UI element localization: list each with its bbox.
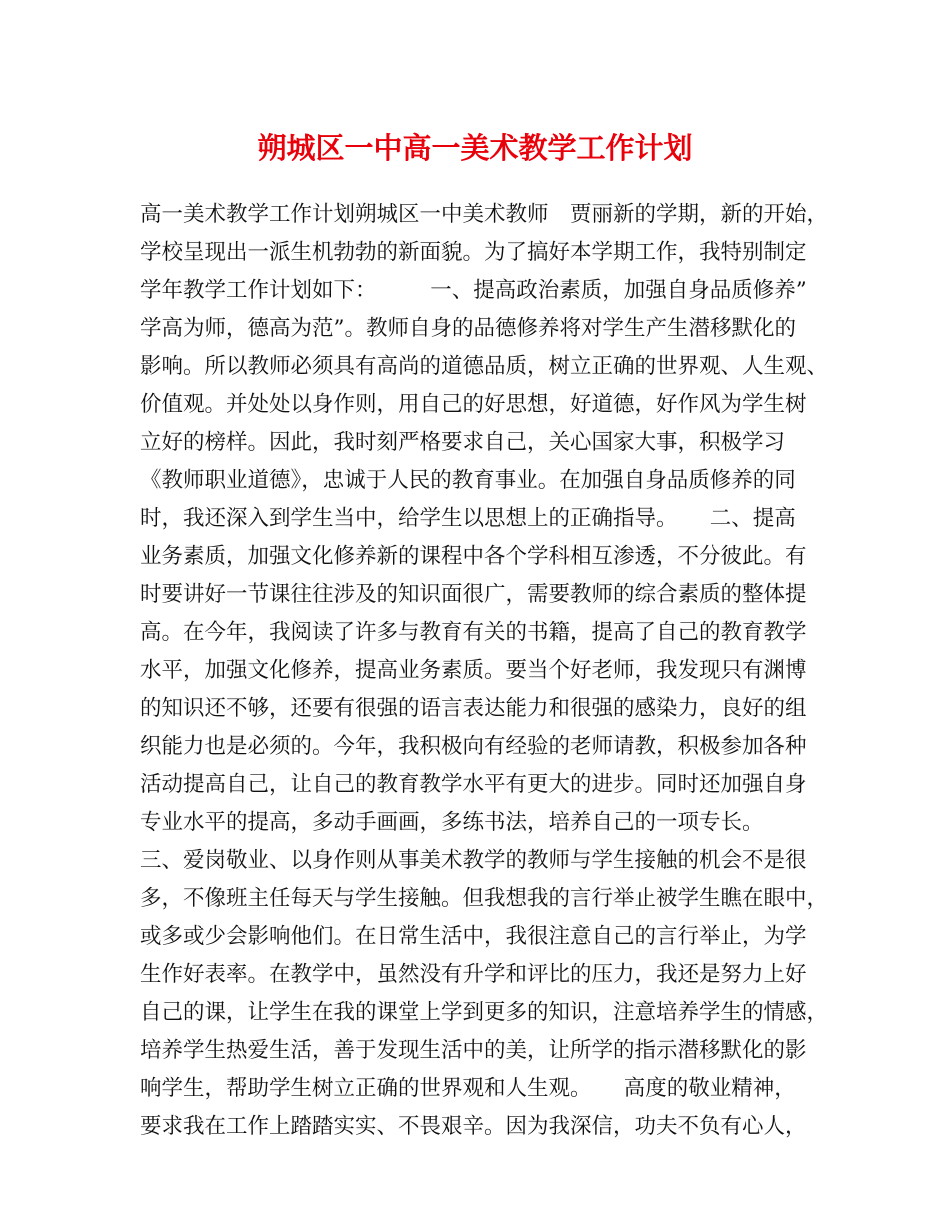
body-line: 水平，加强文化修养，提高业务素质。要当个好老师，我发现只有渊博 xyxy=(140,658,807,683)
body-line: 织能力也是必须的。今年，我积极向有经验的老师请教，积极参加各种 xyxy=(140,734,807,759)
body-line: 时要讲好一节课往往涉及的知识面很广，需要教师的综合素质的整体提 xyxy=(140,582,807,607)
body-line: 高一美术教学工作计划朔城区一中美术教师 贾丽新的学期，新的开始， xyxy=(140,202,829,227)
body-line: 的知识还不够，还要有很强的语言表达能力和很强的感染力，良好的组 xyxy=(140,696,807,721)
body-line: 价值观。并处处以身作则，用自己的好思想，好道德，好作风为学生树 xyxy=(140,392,807,417)
body-line: 立好的榜样。因此，我时刻严格要求自己，关心国家大事，积极学习 xyxy=(140,430,786,455)
document-body xyxy=(140,196,830,1146)
document-title: 朔城区一中高一美术教学工作计划 xyxy=(257,131,693,165)
body-line: 业务素质，加强文化修养新的课程中各个学科相互渗透，不分彼此。有 xyxy=(140,544,807,569)
body-line: 培养学生热爱生活，善于发现生活中的美，让所学的指示潜移默化的影 xyxy=(140,1038,807,1063)
body-line: 或多或少会影响他们。在日常生活中，我很注意自己的言行举止，为学 xyxy=(140,924,807,949)
body-line: 要求我在工作上踏踏实实、不畏艰辛。因为我深信，功夫不负有心人， xyxy=(140,1114,807,1139)
body-line: 三、爱岗敬业、以身作则从事美术教学的教师与学生接触的机会不是很 xyxy=(140,848,807,873)
body-line: 学年教学工作计划如下： 一、提高政治素质，加强自身品质修养” xyxy=(140,278,807,303)
body-line: 高。在今年，我阅读了许多与教育有关的书籍，提高了自己的教育教学 xyxy=(140,620,807,645)
body-line: 学高为师，德高为范”。教师自身的品德修养将对学生产生潜移默化的 xyxy=(140,316,796,341)
body-line: 活动提高自己，让自己的教育教学水平有更大的进步。同时还加强自身 xyxy=(140,772,807,797)
body-line: 影响。所以教师必须具有高尚的道德品质，树立正确的世界观、人生观、 xyxy=(140,354,829,379)
body-line: 响学生，帮助学生树立正确的世界观和人生观。 高度的敬业精神， xyxy=(140,1076,796,1101)
body-line: 专业水平的提高，多动手画画，多练书法，培养自己的一项专长。 xyxy=(140,810,764,835)
body-line: 《教师职业道德》，忠诚于人民的教育事业。在加强自身品质修养的同 xyxy=(140,468,796,493)
body-line: 学校呈现出一派生机勃勃的新面貌。为了搞好本学期工作，我特别制定 xyxy=(140,240,807,265)
body-line: 生作好表率。在教学中，虽然没有升学和评比的压力，我还是努力上好 xyxy=(140,962,807,987)
body-line: 时，我还深入到学生当中，给学生以思想上的正确指导。 二、提高 xyxy=(140,506,796,531)
body-line: 自己的课，让学生在我的课堂上学到更多的知识，注意培养学生的情感， xyxy=(140,1000,829,1025)
body-line: 多，不像班主任每天与学生接触。但我想我的言行举止被学生瞧在眼中， xyxy=(140,886,829,911)
